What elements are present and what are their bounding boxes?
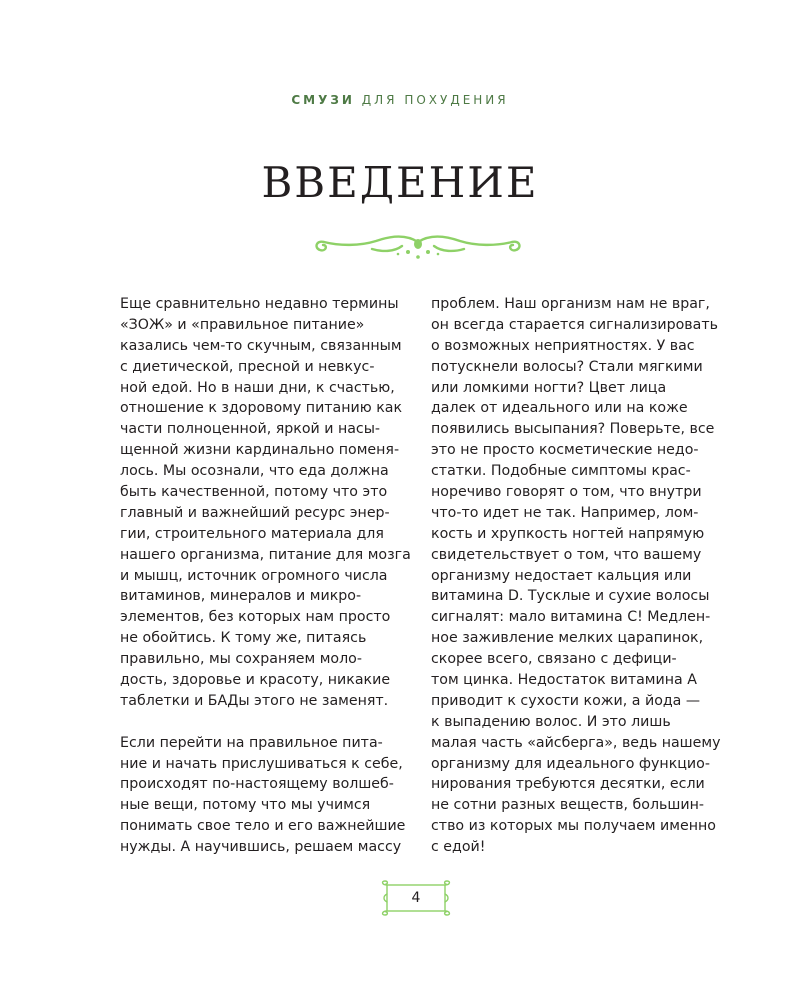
text-line: нужды. А научившись, решаем массу — [120, 839, 402, 856]
flourish-divider-icon — [310, 232, 526, 262]
text-line: нашего организма, питание для мозга — [120, 546, 411, 563]
text-line: с диетической, пресной и невкус- — [120, 358, 375, 375]
text-line: к выпадению волос. И это лишь — [431, 713, 671, 730]
text-line: гии, строительного материала для — [120, 525, 384, 542]
text-line: быть качественной, потому что это — [120, 484, 388, 501]
running-head-series: СМУЗИ — [291, 93, 355, 107]
text-line: малая часть «айсберга», ведь нашему — [431, 734, 721, 751]
text-line: это не просто косметические недо- — [431, 442, 699, 459]
text-line: главный и важнейший ресурс энер- — [120, 504, 390, 521]
text-line: происходят по-настоящему волшеб- — [120, 776, 394, 793]
text-line: нирования требуются десятки, если — [431, 776, 705, 793]
text-line: организму для идеального функцио- — [431, 755, 710, 772]
text-line: приводит к сухости кожи, а йода — — [431, 692, 701, 709]
text-line: сигналят: мало витамина C! Медлен- — [431, 609, 711, 626]
text-line: появились высыпания? Поверьте, все — [431, 421, 715, 438]
text-line: не обойтись. К тому же, питаясь — [120, 630, 367, 647]
text-line: ное заживление мелких царапинок, — [431, 630, 704, 647]
text-line: ной едой. Но в наши дни, к счастью, — [120, 379, 395, 396]
text-line: или ломкими ногти? Цвет лица — [431, 379, 667, 396]
text-line: витаминов, минералов и микро- — [120, 588, 362, 605]
text-line: «ЗОЖ» и «правильное питание» — [120, 316, 365, 333]
text-line: Еще сравнительно недавно термины — [120, 296, 399, 312]
text-line: дость, здоровье и красоту, никакие — [120, 672, 391, 689]
text-line: далек от идеального или на коже — [431, 400, 688, 417]
text-line: скорее всего, связано с дефици- — [431, 651, 677, 668]
text-line: казались чем-то скучным, связанным — [120, 337, 402, 354]
text-line: ние и начать прислушиваться к себе, — [120, 755, 403, 772]
page-title: ВВЕДЕНИЕ — [261, 158, 539, 207]
text-line: отношение к здоровому питанию как — [120, 400, 403, 417]
text-line: проблем. Наш организм нам не враг, — [431, 296, 710, 312]
text-line: том цинка. Недостаток витамина A — [431, 672, 697, 689]
text-line: и мышц, источник огромного числа — [120, 567, 388, 584]
paragraph-gap — [120, 712, 410, 733]
text-line: о возможных неприятностях. У вас — [431, 337, 695, 354]
text-line: свидетельствует о том, что вашему — [431, 546, 702, 563]
text-line: организму недостает кальция или — [431, 567, 692, 584]
text-line: статки. Подобные симптомы крас- — [431, 463, 691, 480]
text-line: не сотни разных веществ, большин- — [431, 797, 704, 814]
text-line: что-то идет не так. Например, лом- — [431, 504, 699, 521]
text-line: витамина D. Тусклые и сухие волосы — [431, 588, 710, 605]
text-line: таблетки и БАДы этого не заменят. — [120, 692, 389, 709]
running-head-book: ДЛЯ ПОХУДЕНИЯ — [361, 93, 509, 107]
text-line: Если перейти на правильное пита- — [120, 734, 383, 751]
text-line: с едой! — [431, 839, 486, 856]
text-line: ство из которых мы получаем именно — [431, 818, 716, 835]
text-line: он всегда старается сигнализировать — [431, 316, 718, 333]
text-line: норечиво говорят о том, что внутри — [431, 484, 702, 501]
text-line: лось. Мы осознали, что еда должна — [120, 463, 389, 480]
text-line: потускнели волосы? Стали мягкими — [431, 358, 703, 375]
running-head — [0, 93, 800, 107]
page-number: 4 — [411, 890, 421, 906]
text-line: щенной жизни кардинально поменя- — [120, 442, 400, 459]
text-line: части полноценной, яркой и насы- — [120, 421, 381, 438]
text-line: правильно, мы сохраняем моло- — [120, 651, 362, 668]
right-column — [431, 294, 721, 858]
text-line: понимать свое тело и его важнейшие — [120, 818, 406, 835]
text-line: ные вещи, потому что мы учимся — [120, 797, 371, 814]
text-line: элементов, без которых нам просто — [120, 609, 391, 626]
text-line: кость и хрупкость ногтей напрямую — [431, 525, 705, 542]
left-column — [120, 294, 410, 858]
